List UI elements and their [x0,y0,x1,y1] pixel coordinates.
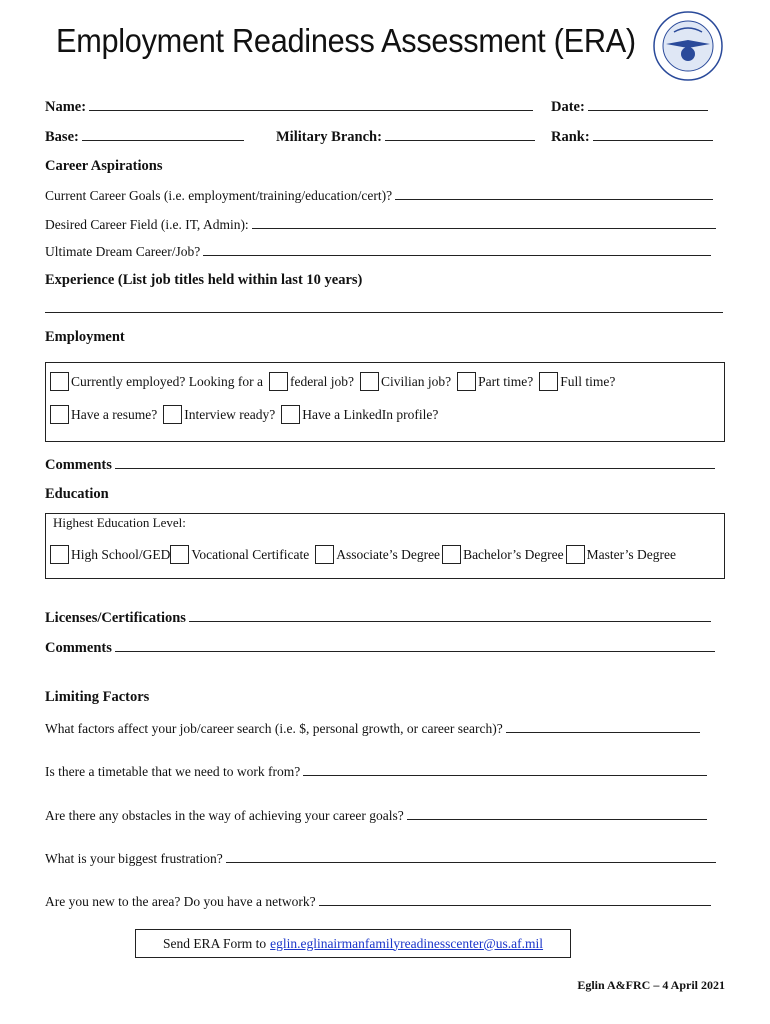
footer-text: Eglin A&FRC – 4 April 2021 [577,978,725,992]
civilian-job-checkbox[interactable] [360,372,451,391]
full-time-label: Full time? [560,373,616,389]
interview-ready-checkbox[interactable] [163,405,275,424]
education-comments-label: Comments [45,640,112,656]
education-level-label: Highest Education Level: [53,515,186,530]
employment-comments-field[interactable] [45,456,715,474]
licenses-field[interactable] [45,609,711,627]
name-field[interactable] [45,98,533,116]
limiting-heading: Limiting Factors [45,689,150,705]
timetable-label: Is there a timetable that we need to work from? [45,764,301,779]
base-field[interactable] [45,128,244,146]
timetable-field[interactable] [45,763,707,780]
eglin-afrc-seal-icon [652,10,724,82]
experience-field[interactable] [45,300,723,317]
rank-label: Rank: [551,129,590,145]
send-form-box [135,929,571,958]
experience-heading: Experience (List job titles held within last 10 years) [45,272,363,288]
send-label: Send ERA Form to [162,935,267,951]
associates-checkbox[interactable] [315,545,440,564]
network-field[interactable] [45,893,711,910]
licenses-label: Licenses/Certifications [45,610,186,626]
email-link[interactable]: eglin.eglinairmanfamilyreadinesscenter@us.af.mil [270,935,544,951]
military-branch-label: Military Branch: [276,129,382,145]
part-time-label: Part time? [478,373,534,389]
date-field[interactable] [551,98,708,116]
base-label: Base: [45,129,79,145]
high-school-checkbox[interactable] [50,545,170,564]
dream-career-label: Ultimate Dream Career/Job? [45,244,201,259]
career-goals-field[interactable] [45,187,713,204]
career-field-field[interactable] [45,216,716,233]
associates-label: Associate’s Degree [336,546,441,562]
career-heading: Career Aspirations [45,158,163,174]
rank-field[interactable] [551,128,713,146]
masters-label: Master’s Degree [586,546,676,562]
currently-employed-label: Currently employed? Looking for a [71,373,263,389]
federal-job-label: federal job? [289,373,355,389]
employment-row-1 [50,372,621,391]
obstacles-label: Are there any obstacles in the way of achieving your career goals? [45,808,404,823]
obstacles-field[interactable] [45,807,707,824]
high-school-label: High School/GED [71,546,171,562]
full-time-checkbox[interactable] [539,372,615,391]
education-comments-field[interactable] [45,639,715,657]
education-heading: Education [45,486,109,502]
frustration-label: What is your biggest frustration? [45,851,223,866]
have-resume-checkbox[interactable] [50,405,157,424]
name-label: Name: [45,99,87,115]
interview-ready-label: Interview ready? [184,406,276,422]
federal-job-checkbox[interactable] [269,372,354,391]
bachelors-checkbox[interactable] [442,545,564,564]
employment-heading: Employment [45,329,125,345]
career-goals-label: Current Career Goals (i.e. employment/training/education/cert)? [45,188,393,203]
bachelors-label: Bachelor’s Degree [463,546,564,562]
currently-employed-checkbox[interactable] [50,372,263,391]
date-label: Date: [551,99,585,115]
factors-label: What factors affect your job/career search (i.e. $, personal growth, or career search)? [45,721,503,736]
network-label: Are you new to the area? Do you have a network? [45,894,316,909]
have-resume-label: Have a resume? [71,406,158,422]
employment-comments-label: Comments [45,457,112,473]
vocational-label: Vocational Certificate [191,546,310,562]
military-branch-field[interactable] [276,128,535,146]
dream-career-field[interactable] [45,243,711,260]
masters-checkbox[interactable] [566,545,676,564]
education-options [50,545,682,564]
linkedin-label: Have a LinkedIn profile? [302,406,439,422]
page-title: Employment Readiness Assessment (ERA) [56,22,636,59]
linkedin-checkbox[interactable] [281,405,438,424]
part-time-checkbox[interactable] [457,372,533,391]
frustration-field[interactable] [45,850,716,867]
career-field-label: Desired Career Field (i.e. IT, Admin): [45,217,249,232]
vocational-checkbox[interactable] [170,545,309,564]
factors-field[interactable] [45,720,700,737]
employment-row-2 [50,405,444,424]
civilian-job-label: Civilian job? [381,373,452,389]
